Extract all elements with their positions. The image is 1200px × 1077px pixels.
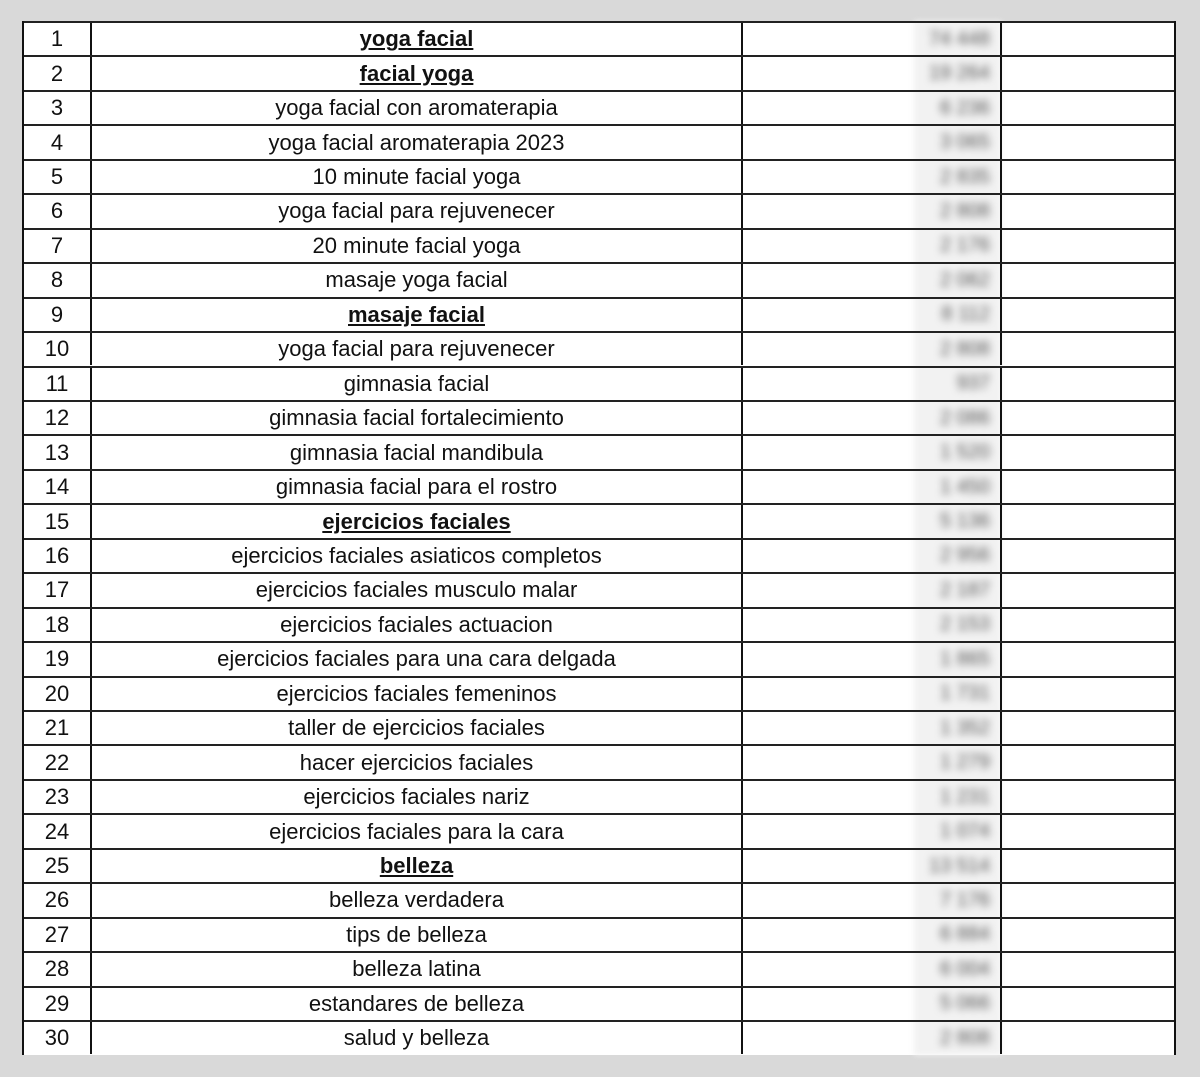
table-row xyxy=(24,55,1174,89)
row-number: 25 xyxy=(24,850,92,882)
keyword-table xyxy=(22,21,1176,1055)
empty-cell xyxy=(1002,505,1174,537)
empty-cell xyxy=(1002,126,1174,158)
keyword-cell: belleza xyxy=(92,850,743,882)
volume-cell xyxy=(743,574,1002,606)
row-number: 16 xyxy=(24,540,92,572)
row-number: 24 xyxy=(24,815,92,847)
blurred-volume: 6 004 xyxy=(939,957,990,980)
volume-cell xyxy=(743,919,1002,951)
row-number: 30 xyxy=(24,1022,92,1054)
blurred-volume: 2 808 xyxy=(939,199,990,222)
empty-cell xyxy=(1002,230,1174,262)
blurred-volume: 1 074 xyxy=(939,820,990,843)
empty-cell xyxy=(1002,57,1174,89)
empty-cell xyxy=(1002,953,1174,985)
keyword-cell: estandares de belleza xyxy=(92,988,743,1020)
volume-cell xyxy=(743,781,1002,813)
empty-cell xyxy=(1002,850,1174,882)
table-row xyxy=(24,331,1174,365)
blurred-volume: 6 236 xyxy=(939,96,990,119)
volume-cell xyxy=(743,988,1002,1020)
keyword-cell: tips de belleza xyxy=(92,919,743,951)
volume-cell xyxy=(743,471,1002,503)
volume-cell xyxy=(743,92,1002,124)
volume-cell xyxy=(743,746,1002,778)
table-row xyxy=(24,262,1174,296)
blurred-volume: 7 176 xyxy=(939,888,990,911)
volume-cell xyxy=(743,643,1002,675)
row-number: 21 xyxy=(24,712,92,744)
row-number: 23 xyxy=(24,781,92,813)
blurred-volume: 5 136 xyxy=(939,510,990,533)
keyword-cell: yoga facial para rejuvenecer xyxy=(92,333,743,365)
table-row xyxy=(24,193,1174,227)
row-number: 12 xyxy=(24,402,92,434)
table-row xyxy=(24,434,1174,468)
empty-cell xyxy=(1002,1022,1174,1054)
volume-cell xyxy=(743,126,1002,158)
keyword-cell: masaje facial xyxy=(92,299,743,331)
empty-cell xyxy=(1002,609,1174,641)
empty-cell xyxy=(1002,574,1174,606)
row-number: 20 xyxy=(24,678,92,710)
table-row xyxy=(24,917,1174,951)
empty-cell xyxy=(1002,919,1174,951)
table-row xyxy=(24,676,1174,710)
table-row xyxy=(24,1020,1174,1054)
keyword-cell: yoga facial para rejuvenecer xyxy=(92,195,743,227)
table-row xyxy=(24,779,1174,813)
volume-cell xyxy=(743,368,1002,400)
empty-cell xyxy=(1002,299,1174,331)
row-number: 19 xyxy=(24,643,92,675)
volume-cell xyxy=(743,884,1002,916)
empty-cell xyxy=(1002,712,1174,744)
row-number: 1 xyxy=(24,23,92,55)
table-row xyxy=(24,951,1174,985)
empty-cell xyxy=(1002,368,1174,400)
volume-cell xyxy=(743,815,1002,847)
blurred-volume: 2 808 xyxy=(939,337,990,360)
keyword-cell: salud y belleza xyxy=(92,1022,743,1054)
row-number: 26 xyxy=(24,884,92,916)
volume-cell xyxy=(743,333,1002,365)
keyword-cell: ejercicios faciales asiaticos completos xyxy=(92,540,743,572)
keyword-cell: masaje yoga facial xyxy=(92,264,743,296)
volume-cell xyxy=(743,953,1002,985)
keyword-cell: 10 minute facial yoga xyxy=(92,161,743,193)
keyword-cell: hacer ejercicios faciales xyxy=(92,746,743,778)
table-row xyxy=(24,366,1174,400)
blurred-volume: 5 066 xyxy=(939,992,990,1015)
keyword-cell: yoga facial xyxy=(92,23,743,55)
table-row xyxy=(24,710,1174,744)
keyword-cell: yoga facial aromaterapia 2023 xyxy=(92,126,743,158)
blurred-volume: 1 352 xyxy=(939,716,990,739)
row-number: 8 xyxy=(24,264,92,296)
table-row xyxy=(24,90,1174,124)
empty-cell xyxy=(1002,161,1174,193)
volume-cell xyxy=(743,540,1002,572)
empty-cell xyxy=(1002,264,1174,296)
blurred-volume: 2 062 xyxy=(939,268,990,291)
volume-cell xyxy=(743,299,1002,331)
keyword-cell: gimnasia facial xyxy=(92,368,743,400)
volume-cell xyxy=(743,505,1002,537)
blurred-volume: 937 xyxy=(956,372,990,395)
blurred-volume: 2 086 xyxy=(939,406,990,429)
blurred-volume: 6 884 xyxy=(939,923,990,946)
row-number: 17 xyxy=(24,574,92,606)
empty-cell xyxy=(1002,23,1174,55)
row-number: 22 xyxy=(24,746,92,778)
empty-cell xyxy=(1002,746,1174,778)
row-number: 11 xyxy=(24,368,92,400)
empty-cell xyxy=(1002,436,1174,468)
empty-cell xyxy=(1002,540,1174,572)
row-number: 10 xyxy=(24,333,92,365)
blurred-volume: 1 231 xyxy=(939,785,990,808)
empty-cell xyxy=(1002,988,1174,1020)
keyword-cell: ejercicios faciales para una cara delgada xyxy=(92,643,743,675)
keyword-cell: taller de ejercicios faciales xyxy=(92,712,743,744)
row-number: 4 xyxy=(24,126,92,158)
table-row xyxy=(24,124,1174,158)
table-row xyxy=(24,21,1174,55)
volume-cell xyxy=(743,402,1002,434)
volume-cell xyxy=(743,1022,1002,1054)
table-row xyxy=(24,744,1174,778)
volume-cell xyxy=(743,161,1002,193)
row-number: 29 xyxy=(24,988,92,1020)
table-row xyxy=(24,400,1174,434)
empty-cell xyxy=(1002,678,1174,710)
keyword-cell: yoga facial con aromaterapia xyxy=(92,92,743,124)
table-row xyxy=(24,469,1174,503)
keyword-cell: gimnasia facial fortalecimiento xyxy=(92,402,743,434)
table-row xyxy=(24,882,1174,916)
blurred-volume: 1 279 xyxy=(939,751,990,774)
keyword-cell: belleza latina xyxy=(92,953,743,985)
keyword-cell: gimnasia facial para el rostro xyxy=(92,471,743,503)
volume-cell xyxy=(743,712,1002,744)
volume-cell xyxy=(743,23,1002,55)
volume-cell xyxy=(743,230,1002,262)
keyword-cell: ejercicios faciales femeninos xyxy=(92,678,743,710)
blurred-volume: 74 448 xyxy=(928,27,990,50)
blurred-volume: 2 176 xyxy=(939,234,990,257)
empty-cell xyxy=(1002,471,1174,503)
row-number: 2 xyxy=(24,57,92,89)
table-row xyxy=(24,503,1174,537)
blurred-volume: 1 865 xyxy=(939,647,990,670)
keyword-cell: 20 minute facial yoga xyxy=(92,230,743,262)
empty-cell xyxy=(1002,643,1174,675)
table-row xyxy=(24,813,1174,847)
table-row xyxy=(24,607,1174,641)
row-number: 14 xyxy=(24,471,92,503)
row-number: 6 xyxy=(24,195,92,227)
table-row xyxy=(24,572,1174,606)
empty-cell xyxy=(1002,884,1174,916)
blurred-volume: 13 514 xyxy=(928,854,990,877)
row-number: 13 xyxy=(24,436,92,468)
row-number: 3 xyxy=(24,92,92,124)
empty-cell xyxy=(1002,333,1174,365)
table-row xyxy=(24,986,1174,1020)
blurred-volume: 1 520 xyxy=(939,441,990,464)
empty-cell xyxy=(1002,815,1174,847)
blurred-volume: 8 112 xyxy=(941,303,990,326)
blurred-volume: 2 835 xyxy=(939,165,990,188)
table-row xyxy=(24,159,1174,193)
row-number: 9 xyxy=(24,299,92,331)
blurred-volume: 1 731 xyxy=(939,682,990,705)
empty-cell xyxy=(1002,402,1174,434)
table-row xyxy=(24,538,1174,572)
volume-cell xyxy=(743,609,1002,641)
table-row xyxy=(24,641,1174,675)
row-number: 18 xyxy=(24,609,92,641)
keyword-cell: ejercicios faciales para la cara xyxy=(92,815,743,847)
empty-cell xyxy=(1002,92,1174,124)
empty-cell xyxy=(1002,195,1174,227)
blurred-volume: 2 153 xyxy=(939,613,990,636)
table-row xyxy=(24,297,1174,331)
keyword-cell: ejercicios faciales actuacion xyxy=(92,609,743,641)
table-row xyxy=(24,848,1174,882)
blurred-volume: 1 450 xyxy=(939,475,990,498)
row-number: 15 xyxy=(24,505,92,537)
empty-cell xyxy=(1002,781,1174,813)
keyword-cell: ejercicios faciales musculo malar xyxy=(92,574,743,606)
row-number: 27 xyxy=(24,919,92,951)
keyword-cell: facial yoga xyxy=(92,57,743,89)
volume-cell xyxy=(743,57,1002,89)
volume-cell xyxy=(743,678,1002,710)
volume-cell xyxy=(743,850,1002,882)
keyword-cell: belleza verdadera xyxy=(92,884,743,916)
keyword-cell: ejercicios faciales xyxy=(92,505,743,537)
blurred-volume: 3 065 xyxy=(939,131,990,154)
keyword-cell: gimnasia facial mandibula xyxy=(92,436,743,468)
volume-cell xyxy=(743,195,1002,227)
row-number: 7 xyxy=(24,230,92,262)
blurred-volume: 2 187 xyxy=(939,578,990,601)
blurred-volume: 19 264 xyxy=(928,62,990,85)
blurred-volume: 2 956 xyxy=(939,544,990,567)
row-number: 5 xyxy=(24,161,92,193)
volume-cell xyxy=(743,436,1002,468)
blurred-volume: 2 808 xyxy=(939,1026,990,1049)
row-number: 28 xyxy=(24,953,92,985)
table-row xyxy=(24,228,1174,262)
volume-cell xyxy=(743,264,1002,296)
keyword-cell: ejercicios faciales nariz xyxy=(92,781,743,813)
